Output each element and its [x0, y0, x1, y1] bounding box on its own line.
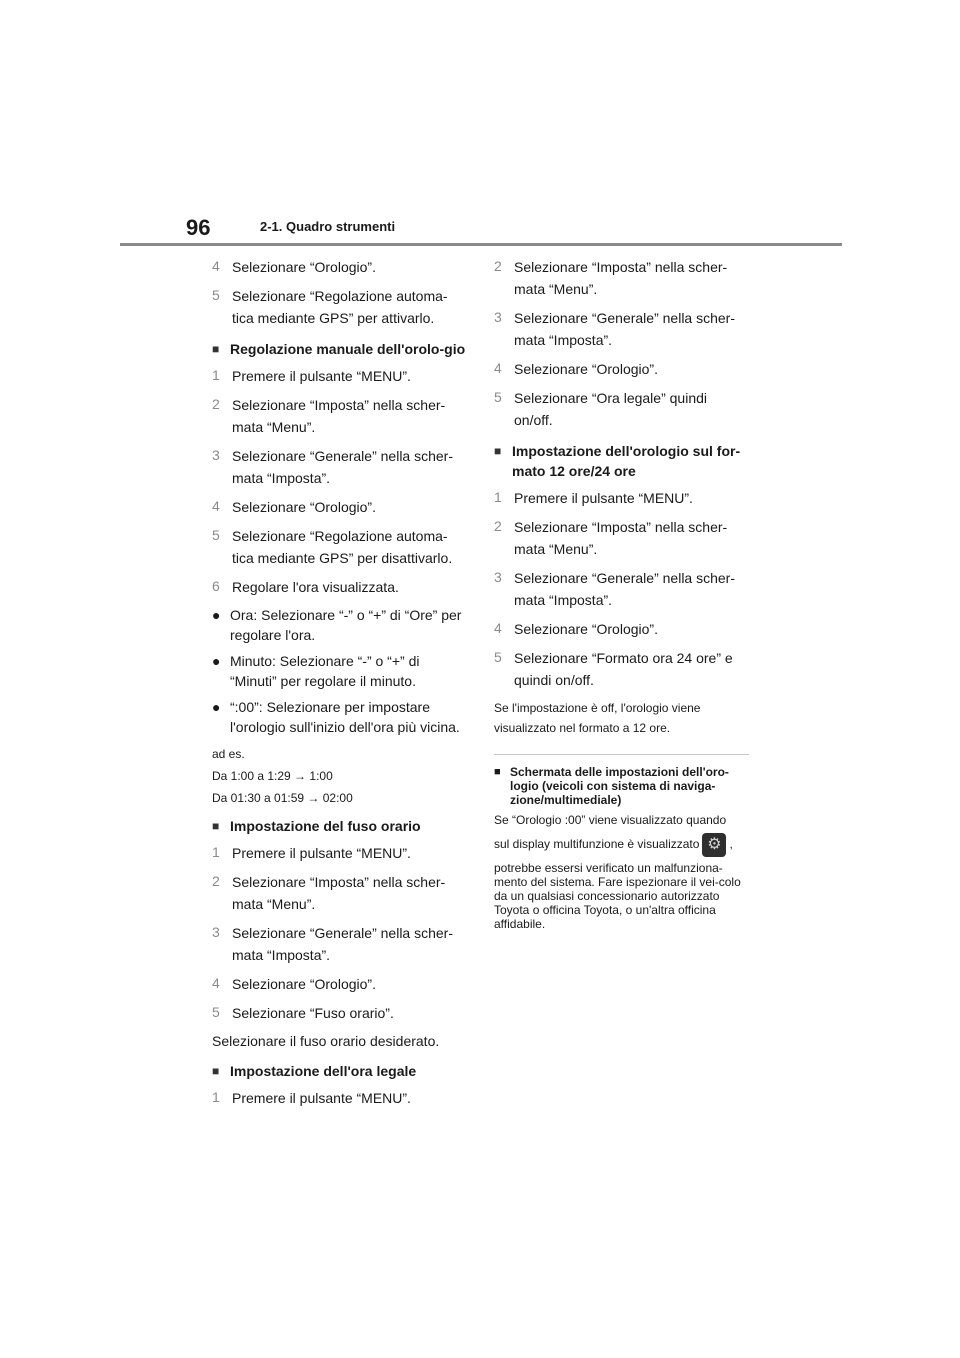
heading-daylight-saving: [212, 1061, 467, 1081]
paragraph: Se “Orologio :00” viene visualizzato quando: [494, 813, 727, 827]
step-text: Selezionare “Orologio”.: [232, 499, 376, 515]
step: [494, 618, 749, 640]
heading-manual-clock: [212, 339, 467, 359]
step-number: 3: [212, 447, 220, 463]
square-bullet-icon: ■: [212, 1064, 220, 1078]
paragraph: Selezionare il fuso orario desiderato.: [212, 1033, 440, 1049]
example-line: Da 01:30 a 01:59 → 02:00: [212, 791, 353, 805]
step-number: 4: [212, 258, 220, 274]
steps-daylight: [494, 256, 749, 431]
step-text: Selezionare “Regolazione automa-tica mediante GPS” per disattivarlo.: [232, 528, 453, 566]
step: [212, 394, 467, 438]
step-text: Selezionare “Imposta” nella scher-mata “Menu”.: [232, 397, 446, 435]
square-bullet-icon: ■: [494, 444, 502, 458]
bullet-text: “:00”: Selezionare per impostare l'orologio sull'inizio dell'ora più vicina.: [230, 699, 460, 735]
step-text: Selezionare “Imposta” nella scher-mata “Menu”.: [514, 519, 728, 557]
step-text: Regolare l'ora visualizzata.: [232, 579, 399, 595]
step: [212, 525, 467, 569]
step-text: Selezionare “Regolazione automa-tica mediante GPS” per attivarlo.: [232, 288, 448, 326]
step-number: 1: [212, 1089, 220, 1105]
step: [494, 647, 749, 691]
step: [494, 358, 749, 380]
heading-12-24-format: [494, 441, 749, 481]
step-text: Selezionare “Orologio”.: [514, 361, 658, 377]
step: [212, 445, 467, 489]
step-text: Selezionare “Orologio”.: [514, 621, 658, 637]
step-number: 2: [212, 396, 220, 412]
heading-text: Impostazione del fuso orario: [230, 818, 421, 834]
left-column: [212, 256, 467, 1116]
step: [212, 576, 467, 598]
divider: [494, 754, 749, 755]
step-number: 4: [494, 360, 502, 376]
step-number: 4: [212, 498, 220, 514]
step: [212, 496, 467, 518]
heading-time-zone: [212, 816, 467, 836]
example-line: Da 1:00 a 1:29 → 1:00: [212, 769, 333, 783]
square-bullet-icon: ■: [212, 819, 220, 833]
step-text: Selezionare “Fuso orario”.: [232, 1005, 394, 1021]
step-text: Selezionare “Formato ora 24 ore” e quindi on/off.: [514, 650, 733, 688]
step: [212, 1002, 467, 1024]
step: [212, 285, 467, 329]
step-number: 5: [212, 527, 220, 543]
heading-text: Impostazione dell'orologio sul for-mato 12 ore/24 ore: [512, 443, 741, 479]
heading-text: Impostazione dell'ora legale: [230, 1063, 417, 1079]
step: [212, 922, 467, 966]
bullet-text: Minuto: Selezionare “-” o “+” di “Minuti” per regolare il minuto.: [230, 653, 420, 689]
step: [212, 1087, 467, 1109]
step-number: 3: [212, 924, 220, 940]
step-number: 5: [212, 1004, 220, 1020]
bullet-dot-icon: ●: [212, 699, 221, 715]
step-text: Selezionare “Imposta” nella scher-mata “Menu”.: [514, 259, 728, 297]
header-rule: [120, 243, 842, 246]
step-number: 5: [494, 389, 502, 405]
step-text: Selezionare “Orologio”.: [232, 976, 376, 992]
gear-warning-icon: ⚙: [702, 833, 726, 857]
step-number: 5: [212, 287, 220, 303]
step: [494, 487, 749, 509]
steps-auto-on: [212, 256, 467, 329]
step: [212, 365, 467, 387]
step-text: Selezionare “Generale” nella scher-mata “Imposta”.: [514, 570, 735, 608]
step-number: 4: [212, 975, 220, 991]
step-text: Selezionare “Imposta” nella scher-mata “Menu”.: [232, 874, 446, 912]
step-text: Premere il pulsante “MENU”.: [514, 490, 693, 506]
step: [212, 842, 467, 864]
step: [212, 871, 467, 915]
note-12h: Se l'impostazione è off, l'orologio viene visualizzato nel formato a 12 ore.: [494, 701, 701, 735]
paragraph-text: ,: [729, 837, 733, 852]
bullet-dot-icon: ●: [212, 653, 221, 669]
step: [212, 973, 467, 995]
step-text: Premere il pulsante “MENU”.: [232, 368, 411, 384]
step-number: 2: [494, 258, 502, 274]
step: [494, 516, 749, 560]
bullet-dot-icon: ●: [212, 607, 221, 623]
step-text: Selezionare “Generale” nella scher-mata “Imposta”.: [232, 448, 453, 486]
steps-time-zone: [212, 842, 467, 1024]
step-number: 1: [212, 844, 220, 860]
step-text: Selezionare “Orologio”.: [232, 259, 376, 275]
page-number: 96: [186, 215, 211, 240]
example-label: ad es.: [212, 747, 245, 761]
paragraph: potrebbe essersi verificato un malfunziona-mento del sistema. Fare ispezionare il vei-colo da un qualsiasi concessionario autorizzato Toyota o officina Toyota, o un'altra officina affidabile.: [494, 861, 741, 931]
step-number: 1: [212, 367, 220, 383]
step: [494, 256, 749, 300]
step-number: 3: [494, 309, 502, 325]
step-number: 2: [494, 518, 502, 534]
step-text: Selezionare “Ora legale” quindi on/off.: [514, 390, 707, 428]
paragraph-text: sul display multifunzione è visualizzato: [494, 837, 700, 852]
square-bullet-icon: ■: [494, 766, 501, 778]
right-column: [494, 256, 749, 931]
steps-manual: [212, 365, 467, 598]
step-text: Premere il pulsante “MENU”.: [232, 845, 411, 861]
paragraph-with-icon: [494, 833, 749, 857]
step-number: 3: [494, 569, 502, 585]
step-text: Premere il pulsante “MENU”.: [232, 1090, 411, 1106]
bullet-text: Ora: Selezionare “-” o “+” di “Ore” per regolare l'ora.: [230, 607, 462, 643]
step-number: 1: [494, 489, 502, 505]
subheading-text: Schermata delle impostazioni dell'oro-logio (veicoli con sistema di naviga-zione/multimediale): [510, 765, 729, 807]
step: [212, 256, 467, 278]
step-number: 2: [212, 873, 220, 889]
step-text: Selezionare “Generale” nella scher-mata “Imposta”.: [232, 925, 453, 963]
step-text: Selezionare “Generale” nella scher-mata “Imposta”.: [514, 310, 735, 348]
step-number: 5: [494, 649, 502, 665]
section-title: 2-1. Quadro strumenti: [260, 219, 396, 234]
step: [494, 567, 749, 611]
step: [494, 387, 749, 431]
bullet-item: [212, 697, 467, 737]
bullet-item: [212, 605, 467, 645]
bullet-item: [212, 651, 467, 691]
square-bullet-icon: ■: [212, 342, 220, 356]
step-number: 4: [494, 620, 502, 636]
step: [494, 307, 749, 351]
subheading-clock-screen: [494, 765, 749, 807]
steps-format: [494, 487, 749, 691]
step-number: 6: [212, 578, 220, 594]
heading-text: Regolazione manuale dell'orolo-gio: [230, 341, 466, 357]
